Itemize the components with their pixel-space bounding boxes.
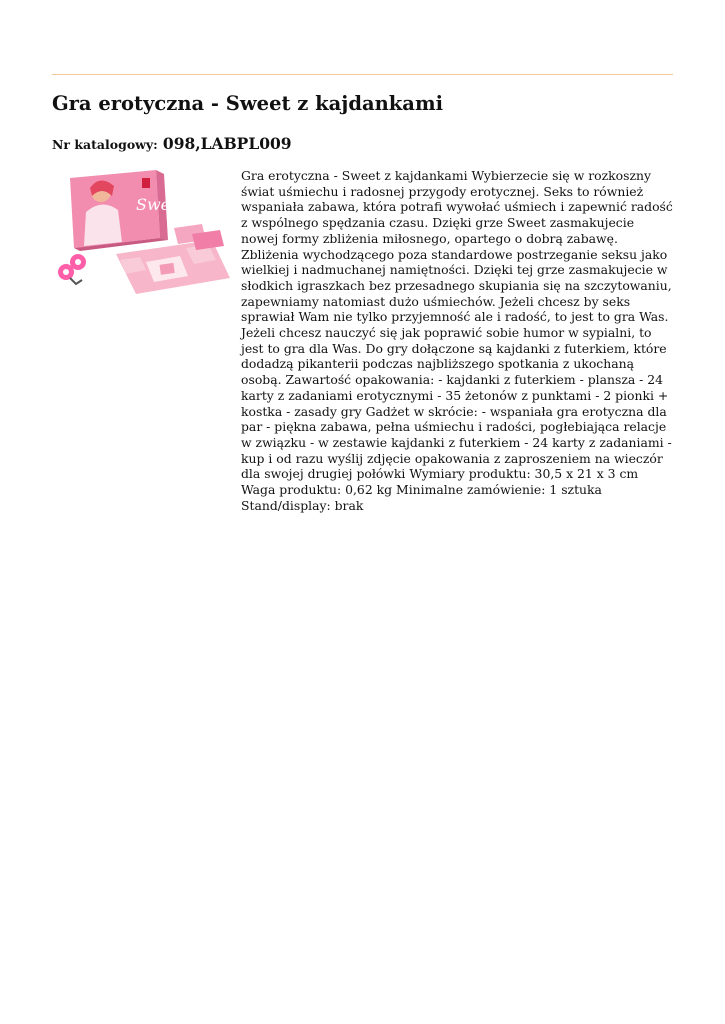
catalog-number-line (52, 134, 292, 153)
catalog-number: 098,LABPL009 (162, 134, 292, 153)
product-box-photo-icon (56, 168, 232, 298)
header-divider (52, 74, 673, 75)
page-title: Gra erotyczna - Sweet z kajdankami (52, 92, 443, 115)
box-logo-text: Sweet (136, 195, 187, 214)
game-box-image (70, 170, 187, 251)
game-board-image (116, 240, 230, 294)
product-description: Gra erotyczna - Sweet z kajdankami Wybierzecie się w rozkoszny świat uśmiechu i radosnej przygody erotycznej. Seks to również wspaniała zabawa, która potrafi wywołać uśmiech i zapewnić radość z wspólnego spędzania czasu. Dzięki grze Sweet zasmakujecie nowej formy zbliżenia miłosnego, opartego o dobrą zabawę. Zbliżenia wychodzącego poza standardowe postrzeganie seksu jako wielkiej i nadmuchanej namiętności. Dzięki tej grze zasmakujecie w słodkich igraszkach bez przesadnego skupiania się na szczytowaniu, zapewniamy natomiast dużo uśmiechów. Jeżeli chcesz by seks sprawiał Wam nie tylko przyjemność ale i radość, to jest to gra Was. Jeżeli chcesz nauczyć się jak poprawić sobie humor w sypialni, to jest to gra dla Was. Do gry dołączone są kajdanki z futerkiem, które dodadzą pikanterii podczas najbliższego spotkania z ukochaną osobą. Zawartość opakowania: - kajdanki z futerkiem - plansza - 24 karty z zadaniami erotycznymi - 35 żetonów z punktami - 2 pionki + kostka - zasady gry Gadżet w skrócie: - wspaniała gra erotyczna dla par - piękna zabawa, pełna uśmiechu i radości, pogłebiająca relacje w związku - w zestawie kajdanki z futerkiem - 24 karty z zadaniami - kup i od razu wyślij zdjęcie opakowania z zaproszeniem na wieczór dla swojej drugiej połówki Wymiary produktu: 30,5 x 21 x 3 cm Waga produktu: 0,62 kg Minimalne zamówienie: 1 sztuka Stand/display: brak (241, 168, 673, 513)
catalog-label: Nr katalogowy: (52, 137, 158, 152)
handcuffs-image (58, 254, 86, 284)
